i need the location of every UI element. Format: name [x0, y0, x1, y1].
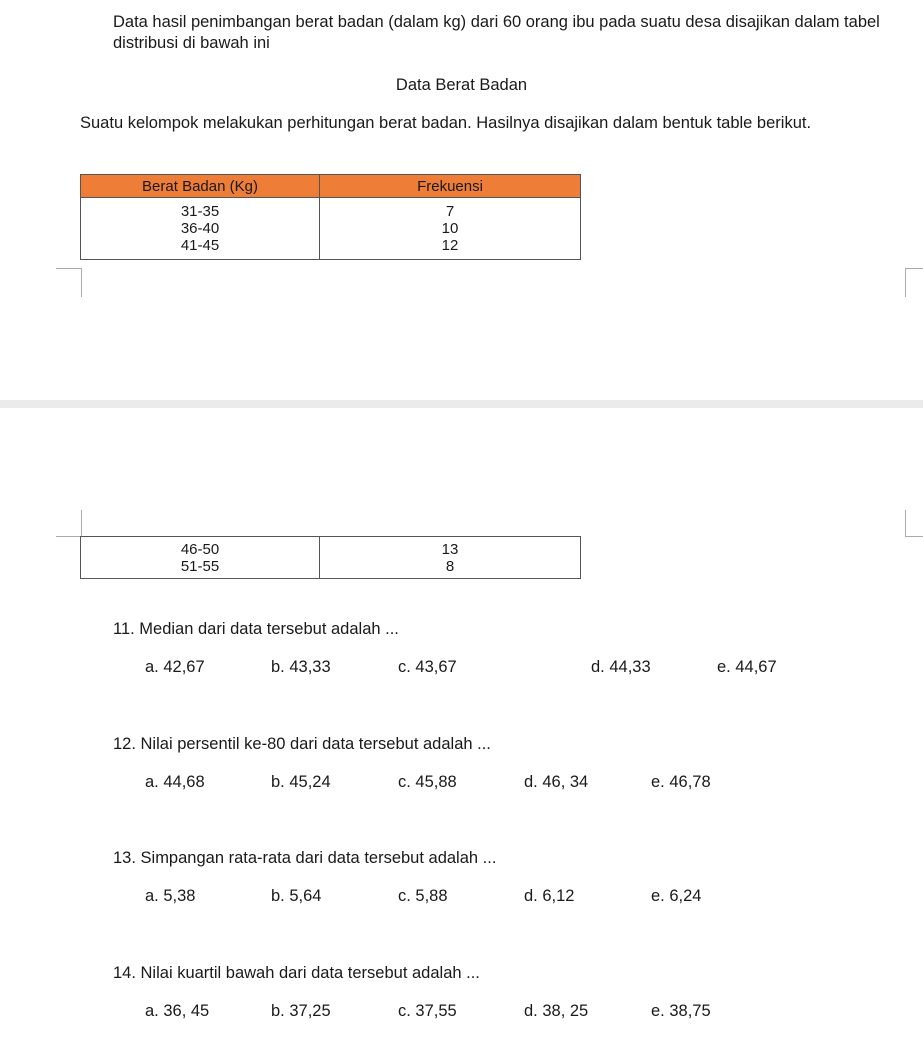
- option-d[interactable]: d. 44,33: [591, 658, 651, 676]
- option-c[interactable]: c. 43,67: [398, 658, 457, 676]
- option-b[interactable]: b. 45,24: [271, 773, 331, 791]
- frequency-column: [320, 198, 581, 260]
- page-break: [0, 400, 923, 408]
- table-cell: 36-40: [180, 220, 220, 237]
- option-c[interactable]: c. 45,88: [398, 773, 457, 791]
- header-frekuensi: Frekuensi: [320, 175, 581, 198]
- page-corner-mark: [56, 268, 82, 297]
- option-e[interactable]: e. 6,24: [651, 887, 702, 905]
- page-corner-mark: [905, 510, 923, 537]
- question-14: 14. Nilai kuartil bawah dari data tersebut adalah ...: [113, 964, 480, 982]
- option-d[interactable]: d. 46, 34: [524, 773, 589, 791]
- table-row: [81, 198, 581, 260]
- option-c[interactable]: c. 37,55: [398, 1002, 457, 1020]
- class-column: [81, 198, 320, 260]
- table-cell: 31-35: [180, 203, 220, 220]
- frequency-table-part1: [80, 174, 581, 260]
- table-cell: 7: [445, 203, 455, 220]
- table-cell: 13: [441, 540, 459, 558]
- option-a[interactable]: a. 5,38: [145, 887, 196, 905]
- frequency-table-part2: [80, 536, 581, 579]
- option-a[interactable]: a. 42,67: [145, 658, 205, 676]
- option-e[interactable]: e. 38,75: [651, 1002, 711, 1020]
- table-cell: 8: [445, 557, 455, 575]
- class-column: [81, 537, 320, 579]
- table-header-row: [81, 175, 581, 198]
- table-cell: 12: [441, 237, 459, 254]
- option-a[interactable]: a. 36, 45: [145, 1002, 210, 1020]
- option-e[interactable]: e. 46,78: [651, 773, 711, 791]
- option-b[interactable]: b. 43,33: [271, 658, 331, 676]
- header-berat-badan: Berat Badan (Kg): [81, 175, 320, 198]
- frequency-column: [320, 537, 581, 579]
- table-title: Data Berat Badan: [395, 76, 528, 94]
- table-cell: 46-50: [180, 540, 220, 558]
- option-d[interactable]: d. 6,12: [524, 887, 575, 905]
- option-a[interactable]: a. 44,68: [145, 773, 205, 791]
- table-cell: 10: [441, 220, 459, 237]
- option-e[interactable]: e. 44,67: [717, 658, 777, 676]
- option-c[interactable]: c. 5,88: [398, 887, 448, 905]
- page-corner-mark: [56, 510, 82, 537]
- page-corner-mark: [905, 268, 923, 297]
- option-b[interactable]: b. 37,25: [271, 1002, 331, 1020]
- table-cell: 41-45: [180, 237, 220, 254]
- question-11: 11. Median dari data tersebut adalah ...: [113, 620, 399, 638]
- option-b[interactable]: b. 5,64: [271, 887, 322, 905]
- question-13: 13. Simpangan rata-rata dari data tersebut adalah ...: [113, 849, 497, 867]
- question-12: 12. Nilai persentil ke-80 dari data tersebut adalah ...: [113, 735, 491, 753]
- intro-text: Data hasil penimbangan berat badan (dalam kg) dari 60 orang ibu pada suatu desa disajikan dalam tabel distribusi di bawah ini: [113, 13, 880, 52]
- table-cell: 51-55: [180, 557, 220, 575]
- table-row: [81, 537, 581, 579]
- paragraph-text: Suatu kelompok melakukan perhitungan berat badan. Hasilnya disajikan dalam bentuk table berikut.: [80, 114, 812, 132]
- option-d[interactable]: d. 38, 25: [524, 1002, 589, 1020]
